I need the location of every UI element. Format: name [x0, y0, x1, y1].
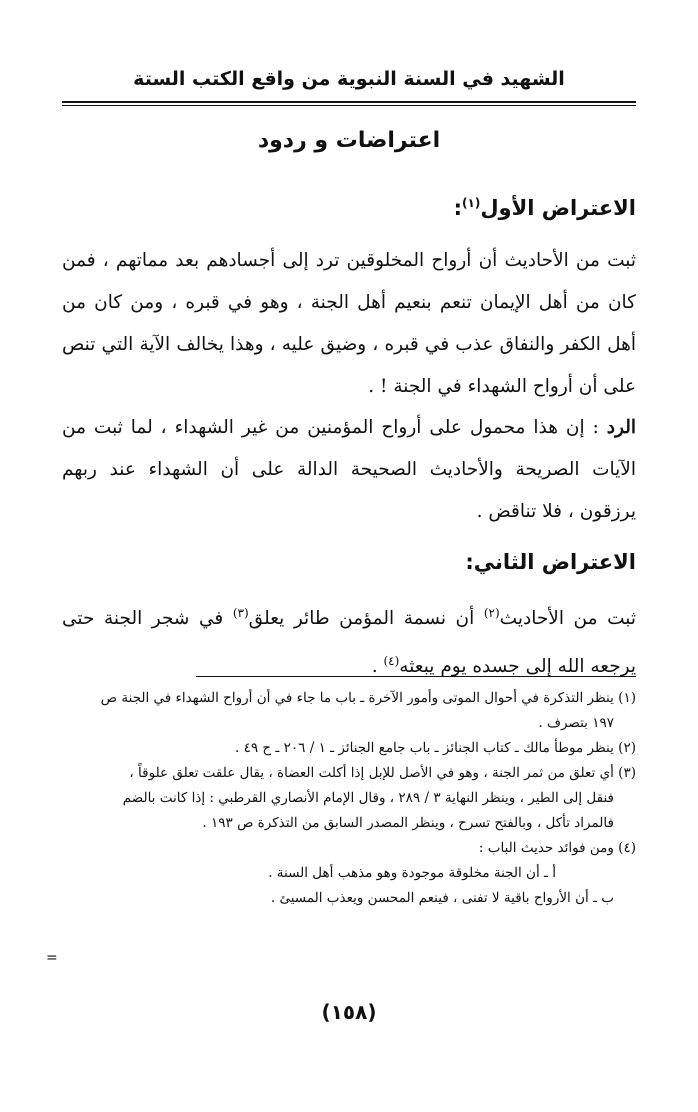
reply-1-paragraph [62, 407, 636, 533]
objection-1-heading-text: الاعتراض الأول [480, 196, 636, 220]
header-rule [62, 101, 636, 103]
footnote-2: (٢) ينظر موطأ مالك ـ كتاب الجنائز ـ باب جامع الجنائز ـ ١ / ٢٠٦ ـ ح ٤٩ . [235, 740, 636, 756]
footnote-1: (١) ينظر التذكرة في أحوال الموتى وأمور الآخرة ـ باب ما جاء في أن أرواح الشهداء في الجنة ص [100, 690, 636, 706]
objection-1-heading-colon: : [453, 196, 463, 220]
reply-1-lead: الرد [606, 417, 636, 438]
page-number: (١٥٨) [321, 1000, 377, 1024]
objection-2-text-a: ثبت من الأحاديث [499, 608, 637, 630]
footnote-3-cont-2: فالمراد تأكل ، وبالفتح تسرح ، وينظر المصدر السابق من التذكرة ص ١٩٣ . [202, 815, 614, 831]
objection-2-text-d: . [371, 656, 384, 678]
footnote-1-cont: ١٩٧ بتصرف . [538, 715, 614, 731]
footnote-ref-4: (٤) [383, 654, 400, 669]
objection-2-paragraph [62, 592, 636, 688]
header-rule-thin [62, 105, 636, 106]
footnote-3: (٣) أي تعلق من ثمر الجنة ، وهو في الأصل للإبل إذا أكلت العضاة ، يقال علقت تعلق علوقاً ، [129, 765, 636, 781]
objection-2-text-b: أن نسمة المؤمن طائر يعلق [248, 608, 484, 630]
footnotes [62, 686, 636, 911]
objection-2-text-c: في شجر الجنة حتى يرجعه الله إلى جسده يوم يبعثه [62, 608, 636, 678]
running-header: الشهيد في السنة النبوية من واقع الكتب الستة [133, 68, 565, 90]
objection-2-heading: الاعتراض الثاني: [465, 550, 636, 574]
footnote-4-item-a: أ ـ أن الجنة مخلوقة موجودة وهو مذهب أهل السنة . [268, 865, 556, 881]
footnote-rule [196, 676, 636, 677]
objection-1-heading [454, 196, 636, 220]
footnote-ref-3: (٣) [232, 606, 249, 620]
reply-1-text: : إن هذا محمول على أرواح المؤمنين من غير الشهداء ، لما ثبت من الآيات الصريحة والأحاديث الصحيحة الدالة على أن الشهداء عند ربهم يرزقون ، فلا تناقض . [62, 417, 636, 522]
continuation-mark: = [46, 950, 58, 966]
section-title: اعتراضات و ردود [257, 128, 441, 153]
footnote-4-item-b: ب ـ أن الأرواح باقية لا تفنى ، فينعم المحسن ويعذب المسيئ . [270, 890, 614, 906]
footnote-ref-1: (١) [462, 196, 481, 210]
footnote-ref-2: (٢) [483, 606, 500, 620]
footnote-3-cont-1: فنقل إلى الطير ، وينظر النهاية ٣ / ٢٨٩ ، وقال الإمام الأنصاري القرطبي : إذا كانت بالضم [122, 790, 614, 806]
footnote-4: (٤) ومن فوائد حديث الباب : [478, 840, 636, 856]
objection-1-text: ثبت من الأحاديث أن أرواح المخلوقين ترد إلى أجسادهم بعد مماتهم ، فمن كان من أهل الإيمان تنعم بنعيم أهل الجنة ، وهو في قبره ، ومن كان من أهل الكفر والنفاق عذب في قبره ، وضيق عليه ، وهذا يخالف الآية التي تنص على أن أرواح الشهداء في الجنة ! . [62, 250, 636, 397]
